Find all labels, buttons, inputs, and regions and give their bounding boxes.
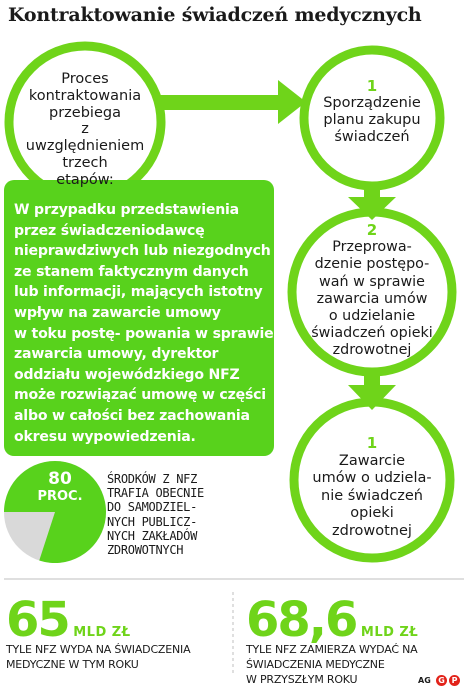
pie-description-line: NYCH PUBLICZ- (107, 514, 198, 529)
step2-line: dzenie postępo- (314, 256, 430, 273)
step2-line: zawarcia umów (316, 290, 428, 307)
step3-text (310, 435, 434, 541)
intro-line: etapów: (56, 171, 114, 188)
publisher-logo-g: G (436, 675, 447, 686)
step1-line: planu zakupu (323, 112, 421, 128)
step3-line: Zawarcie (338, 452, 406, 469)
pie-description-line: NYCH ZAKŁADÓW (107, 528, 198, 543)
pie-value: 80 (48, 469, 72, 489)
stat-current-description (6, 642, 190, 672)
pie-unit: PROC. (37, 489, 83, 504)
intro-text (20, 71, 150, 189)
step2-text (306, 222, 438, 360)
pie-description-line: ZDROWOTNYCH (107, 543, 184, 558)
intro-line: z uwzględnieniem (25, 121, 145, 155)
stat-next-value: 68,6 (246, 592, 357, 648)
stat-current-description-line: TYLE NFZ WYDA NA ŚWIADCZENIA (6, 643, 191, 656)
stat-current-value: 65 (6, 592, 69, 648)
note-text (14, 200, 274, 447)
step1-number: 1 (366, 77, 378, 95)
step1-text (312, 78, 432, 146)
step2-line: Przeprowa- (332, 239, 412, 256)
note-line: lub informacji, mających istotny (14, 284, 263, 301)
intro-line: przebiega (49, 104, 121, 121)
infographic-title: Kontraktowanie świadczeń medycznych (8, 4, 422, 26)
step3-line: umów o udziela- (312, 470, 432, 487)
step3-line: zdrowotnej (332, 522, 412, 539)
intro-line: kontraktowania (28, 87, 142, 104)
stat-current (6, 592, 131, 648)
step2-line: o udzielanie (328, 308, 416, 325)
stat-next-description (246, 642, 417, 687)
step2-number: 2 (366, 221, 378, 239)
note-line: zawarcia umowy, dyrektor (14, 346, 219, 363)
note-line: nieprawdziwych lub niezgodnych (14, 243, 271, 260)
step3-line: nie świadczeń (321, 487, 423, 504)
arrow-step2-step3-shaft (364, 370, 380, 386)
step2-line: wań w sprawie (319, 273, 425, 290)
note-line: W przypadku przedstawienia (14, 202, 239, 218)
intro-line: Proces (61, 71, 109, 87)
step2-line: świadczeń opieki (311, 325, 433, 342)
author-credit: AG (418, 676, 431, 685)
pie-description-line: TRAFIA OBECNIE (107, 486, 204, 501)
intro-line: trzech (62, 154, 108, 171)
step2-line: zdrowotnej (332, 342, 412, 359)
step3-number: 1 (366, 434, 378, 452)
stat-next-description-line: TYLE NFZ ZAMIERZA WYDAĆ NA (246, 643, 418, 656)
publisher-logo-p: P (449, 675, 460, 686)
stat-next-description-line: W PRZYSZŁYM ROKU (246, 673, 358, 686)
stat-next-description-line: ŚWIADCZENIA MEDYCZNE (246, 658, 385, 671)
stat-current-unit: MLD ZŁ (73, 625, 131, 640)
note-line: oddziału wojewódzkiego NFZ (14, 366, 240, 383)
stat-next (246, 592, 419, 648)
step1-line: Sporządzenie (323, 95, 421, 111)
note-line: może rozwiązać umowę w części (14, 387, 266, 404)
pie-description (107, 472, 307, 557)
note-line: przez świadczeniodawcę (14, 222, 205, 239)
note-line: wpływ na zawarcie umowy (14, 304, 221, 321)
step3-line: opieki (350, 505, 394, 522)
stat-current-description-line: MEDYCZNE W TYM ROKU (6, 658, 139, 671)
note-line: albo w całości bez zachowania (14, 407, 250, 424)
note-line: w toku postę- powania w sprawie (14, 325, 274, 342)
arrow-step1-step2-shaft (364, 184, 380, 198)
pie-description-line: DO SAMODZIEL- (107, 500, 198, 515)
step1-line: świadczeń (334, 129, 410, 145)
stat-next-unit: MLD ZŁ (360, 625, 419, 640)
arrow-to-step1-shaft (157, 95, 279, 110)
note-line: okresu wypowiedzenia. (14, 428, 196, 445)
pie-description-line: ŚRODKÓW Z NFZ (107, 472, 198, 486)
note-line: ze stanem faktycznym danych (14, 263, 249, 280)
